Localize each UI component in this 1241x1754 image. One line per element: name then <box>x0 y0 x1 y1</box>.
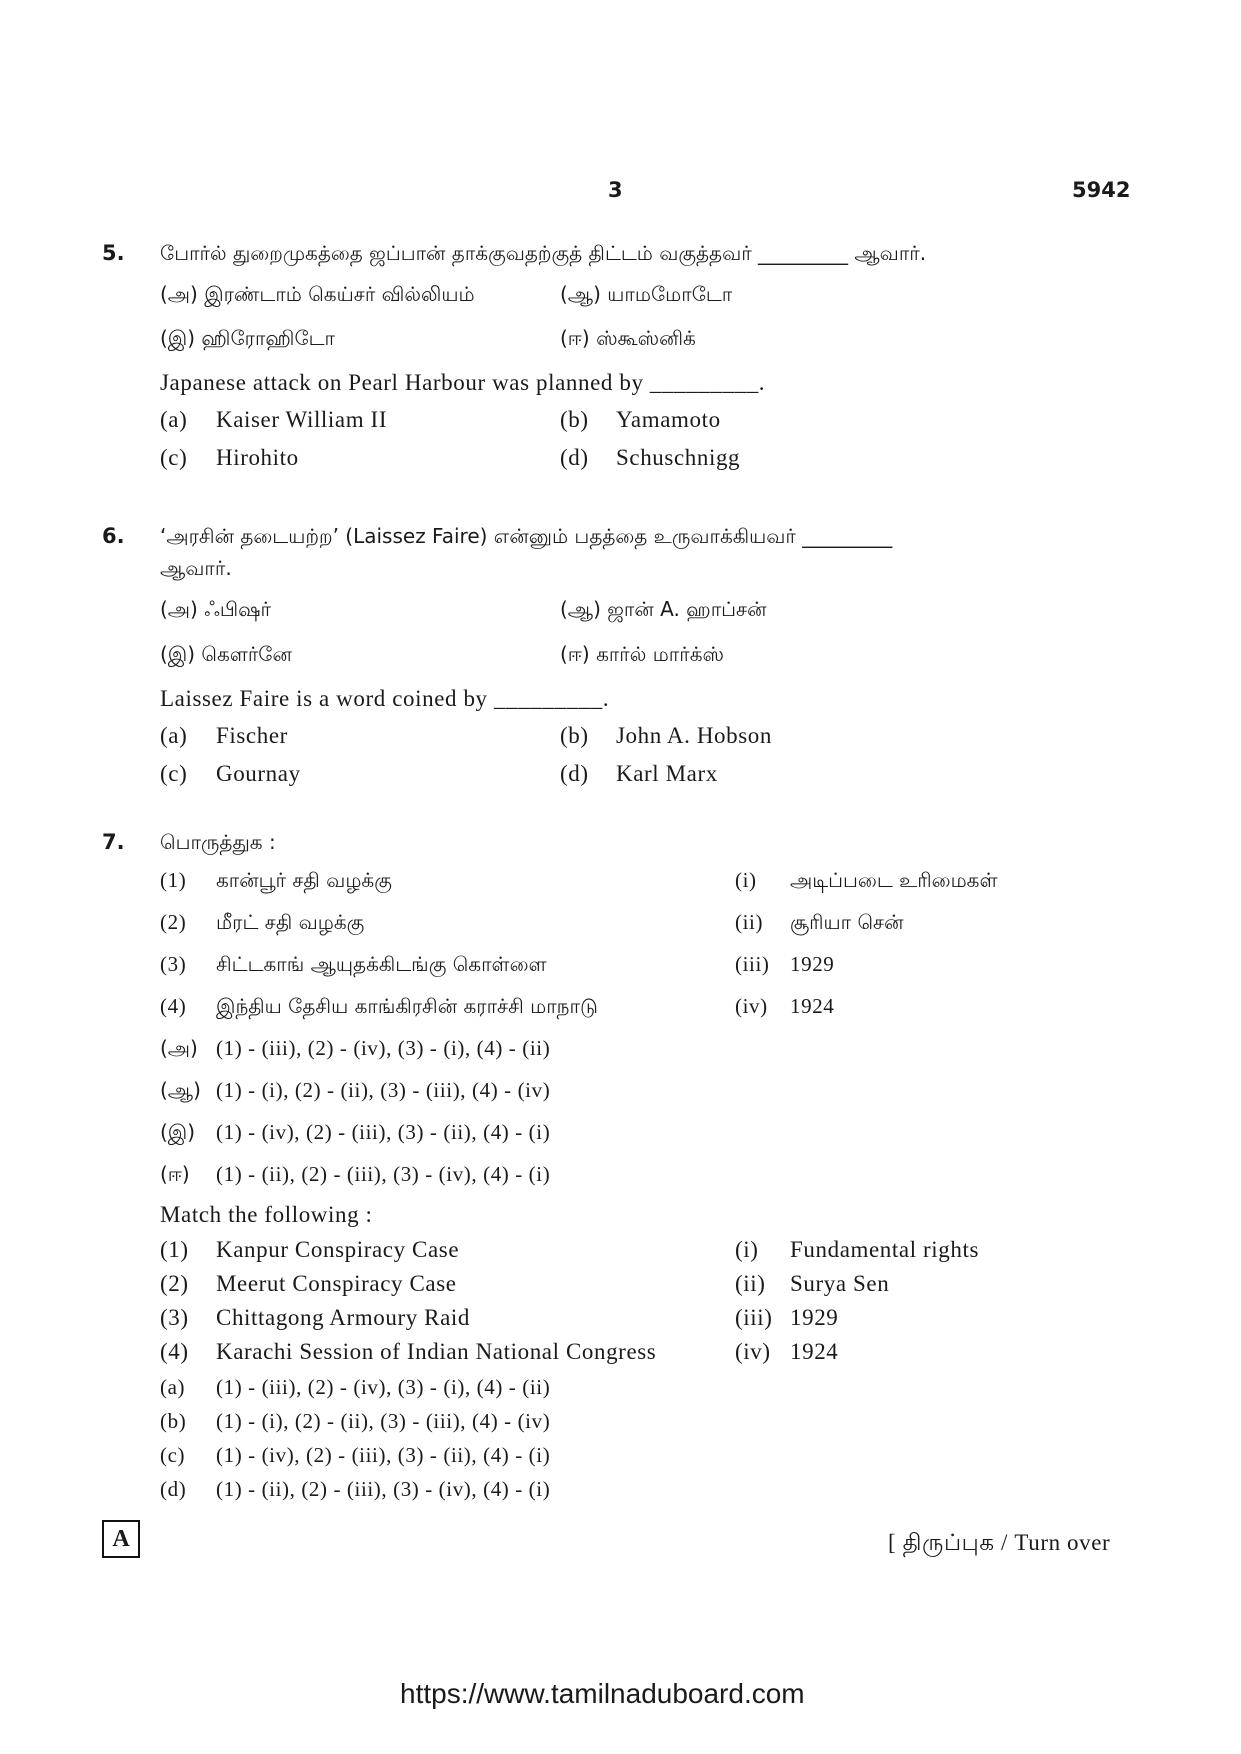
q5-option-text: Kaiser William II <box>216 407 388 432</box>
q5-tamil-option-b: (ஆ) யாமமோடோ <box>560 282 733 306</box>
q5-option-label: (d) <box>560 445 589 470</box>
q7-english-left-text: Karachi Session of Indian National Congress <box>216 1339 657 1364</box>
q5-tamil-stem: போர்ல் துறைமுகத்தை ஜப்பான் தாக்குவதற்குத் திட்டம் வகுத்தவர் _________ ஆவார். <box>160 241 927 265</box>
q6-option-text: Fischer <box>216 723 288 748</box>
paper-code: 5942 <box>1072 178 1131 202</box>
q7-english-left-num: (1) <box>160 1237 189 1262</box>
q5-english-stem: Japanese attack on Pearl Harbour was planned by _________. <box>160 370 766 395</box>
q5-option-text: Yamamoto <box>616 407 721 432</box>
q6-tamil-stem-line1: ‘அரசின் தடையற்ற’ (Laissez Faire) என்னும் பதத்தை உருவாக்கியவர் _________ <box>160 524 893 548</box>
q7-tamil-title: பொருத்துக : <box>160 830 276 854</box>
source-url[interactable]: https://www.tamilnaduboard.com <box>400 1678 805 1709</box>
q7-english-left-num: (3) <box>160 1305 189 1330</box>
q6-english-stem: Laissez Faire is a word coined by _________. <box>160 686 610 711</box>
q7-english-left-num: (4) <box>160 1339 189 1364</box>
question-number-7: 7. <box>102 830 125 854</box>
turn-over-note: [ திருப்புக / Turn over <box>888 1530 1111 1555</box>
q7-tamil-choice-label: (இ) <box>160 1120 196 1144</box>
q7-english-right-num: (iii) <box>735 1305 773 1330</box>
q6-option-text: John A. Hobson <box>616 723 773 748</box>
q6-option-text: Gournay <box>216 761 301 786</box>
q5-option-label: (b) <box>560 407 589 432</box>
q6-option-label: (d) <box>560 761 589 786</box>
q7-english-right-num: (ii) <box>735 1271 766 1296</box>
q6-tamil-stem-line2: ஆவார். <box>160 556 232 580</box>
q7-english-right-text: 1929 <box>790 1305 839 1330</box>
q7-tamil-right-num: (iii) <box>735 952 770 976</box>
q5-tamil-option-a: (அ) இரண்டாம் கெய்சர் வில்லியம் <box>160 282 475 306</box>
q7-english-right-text: Fundamental rights <box>790 1237 980 1262</box>
q7-tamil-choice-text: (1) - (iv), (2) - (iii), (3) - (ii), (4) - (i) <box>216 1120 551 1144</box>
q7-tamil-left-text: சிட்டகாங் ஆயுதக்கிடங்கு கொள்ளை <box>216 952 547 976</box>
q7-english-right-num: (iv) <box>735 1339 771 1364</box>
q7-english-left-text: Chittagong Armoury Raid <box>216 1305 471 1330</box>
q7-tamil-right-text: 1929 <box>790 952 835 976</box>
q5-option-label: (c) <box>160 445 188 470</box>
question-number-5: 5. <box>102 241 125 265</box>
q7-english-choice-text: (1) - (iv), (2) - (iii), (3) - (ii), (4) - (i) <box>216 1443 551 1467</box>
q7-english-right-num: (i) <box>735 1237 759 1262</box>
q7-tamil-left-text: மீரட் சதி வழக்கு <box>216 910 365 934</box>
q6-tamil-option-d: (ஈ) கார்ல் மார்க்ஸ் <box>560 642 724 666</box>
q5-tamil-option-c: (இ) ஹிரோஹிடோ <box>160 326 336 350</box>
q7-english-right-text: Surya Sen <box>790 1271 890 1296</box>
q7-tamil-left-text: இந்திய தேசிய காங்கிரசின் கராச்சி மாநாடு <box>216 994 598 1018</box>
q6-option-label: (a) <box>160 723 188 748</box>
q6-option-text: Karl Marx <box>616 761 718 786</box>
q7-english-choice-label: (a) <box>160 1375 186 1399</box>
q7-english-left-text: Kanpur Conspiracy Case <box>216 1237 460 1262</box>
version-box: A <box>102 1520 140 1558</box>
q7-english-choice-label: (d) <box>160 1477 187 1501</box>
page-number: 3 <box>608 178 623 202</box>
q7-tamil-choice-text: (1) - (ii), (2) - (iii), (3) - (iv), (4) - (i) <box>216 1162 551 1186</box>
q7-tamil-left-text: கான்பூர் சதி வழக்கு <box>216 868 392 892</box>
q7-tamil-choice-label: (அ) <box>160 1036 198 1060</box>
q7-tamil-left-num: (3) <box>160 952 187 976</box>
q7-english-choice-label: (c) <box>160 1443 186 1467</box>
q7-tamil-right-text: அடிப்படை உரிமைகள் <box>790 868 998 892</box>
q5-option-text: Schuschnigg <box>616 445 741 470</box>
q7-tamil-choice-label: (ஈ) <box>160 1162 190 1186</box>
q7-tamil-right-num: (iv) <box>735 994 768 1018</box>
q5-option-label: (a) <box>160 407 188 432</box>
q7-english-choice-text: (1) - (iii), (2) - (iv), (3) - (i), (4) - (ii) <box>216 1375 551 1399</box>
q7-tamil-right-text: 1924 <box>790 994 835 1018</box>
q7-tamil-right-num: (ii) <box>735 910 764 934</box>
q6-option-label: (b) <box>560 723 589 748</box>
q5-option-text: Hirohito <box>216 445 299 470</box>
q7-tamil-right-text: சூரியா சென் <box>790 910 904 934</box>
q7-english-title: Match the following : <box>160 1202 373 1227</box>
q7-tamil-choice-text: (1) - (iii), (2) - (iv), (3) - (i), (4) - (ii) <box>216 1036 551 1060</box>
q7-tamil-right-num: (i) <box>735 868 757 892</box>
q7-english-left-text: Meerut Conspiracy Case <box>216 1271 457 1296</box>
q7-english-choice-text: (1) - (ii), (2) - (iii), (3) - (iv), (4) - (i) <box>216 1477 551 1501</box>
q6-tamil-option-a: (அ) ஃபிஷர் <box>160 597 271 621</box>
q5-tamil-option-d: (ஈ) ஸ்கூஸ்னிக் <box>560 326 696 350</box>
q7-tamil-left-num: (4) <box>160 994 187 1018</box>
q7-tamil-choice-label: (ஆ) <box>160 1078 201 1102</box>
q7-english-right-text: 1924 <box>790 1339 839 1364</box>
q6-tamil-option-c: (இ) கௌர்னே <box>160 642 292 666</box>
q6-option-label: (c) <box>160 761 188 786</box>
q7-tamil-left-num: (2) <box>160 910 187 934</box>
q7-english-left-num: (2) <box>160 1271 189 1296</box>
q7-tamil-left-num: (1) <box>160 868 187 892</box>
q6-tamil-option-b: (ஆ) ஜான் A. ஹாப்சன் <box>560 597 767 621</box>
question-number-6: 6. <box>102 524 125 548</box>
q7-english-choice-label: (b) <box>160 1409 187 1433</box>
q7-english-choice-text: (1) - (i), (2) - (ii), (3) - (iii), (4) - (iv) <box>216 1409 551 1433</box>
q7-tamil-choice-text: (1) - (i), (2) - (ii), (3) - (iii), (4) - (iv) <box>216 1078 551 1102</box>
